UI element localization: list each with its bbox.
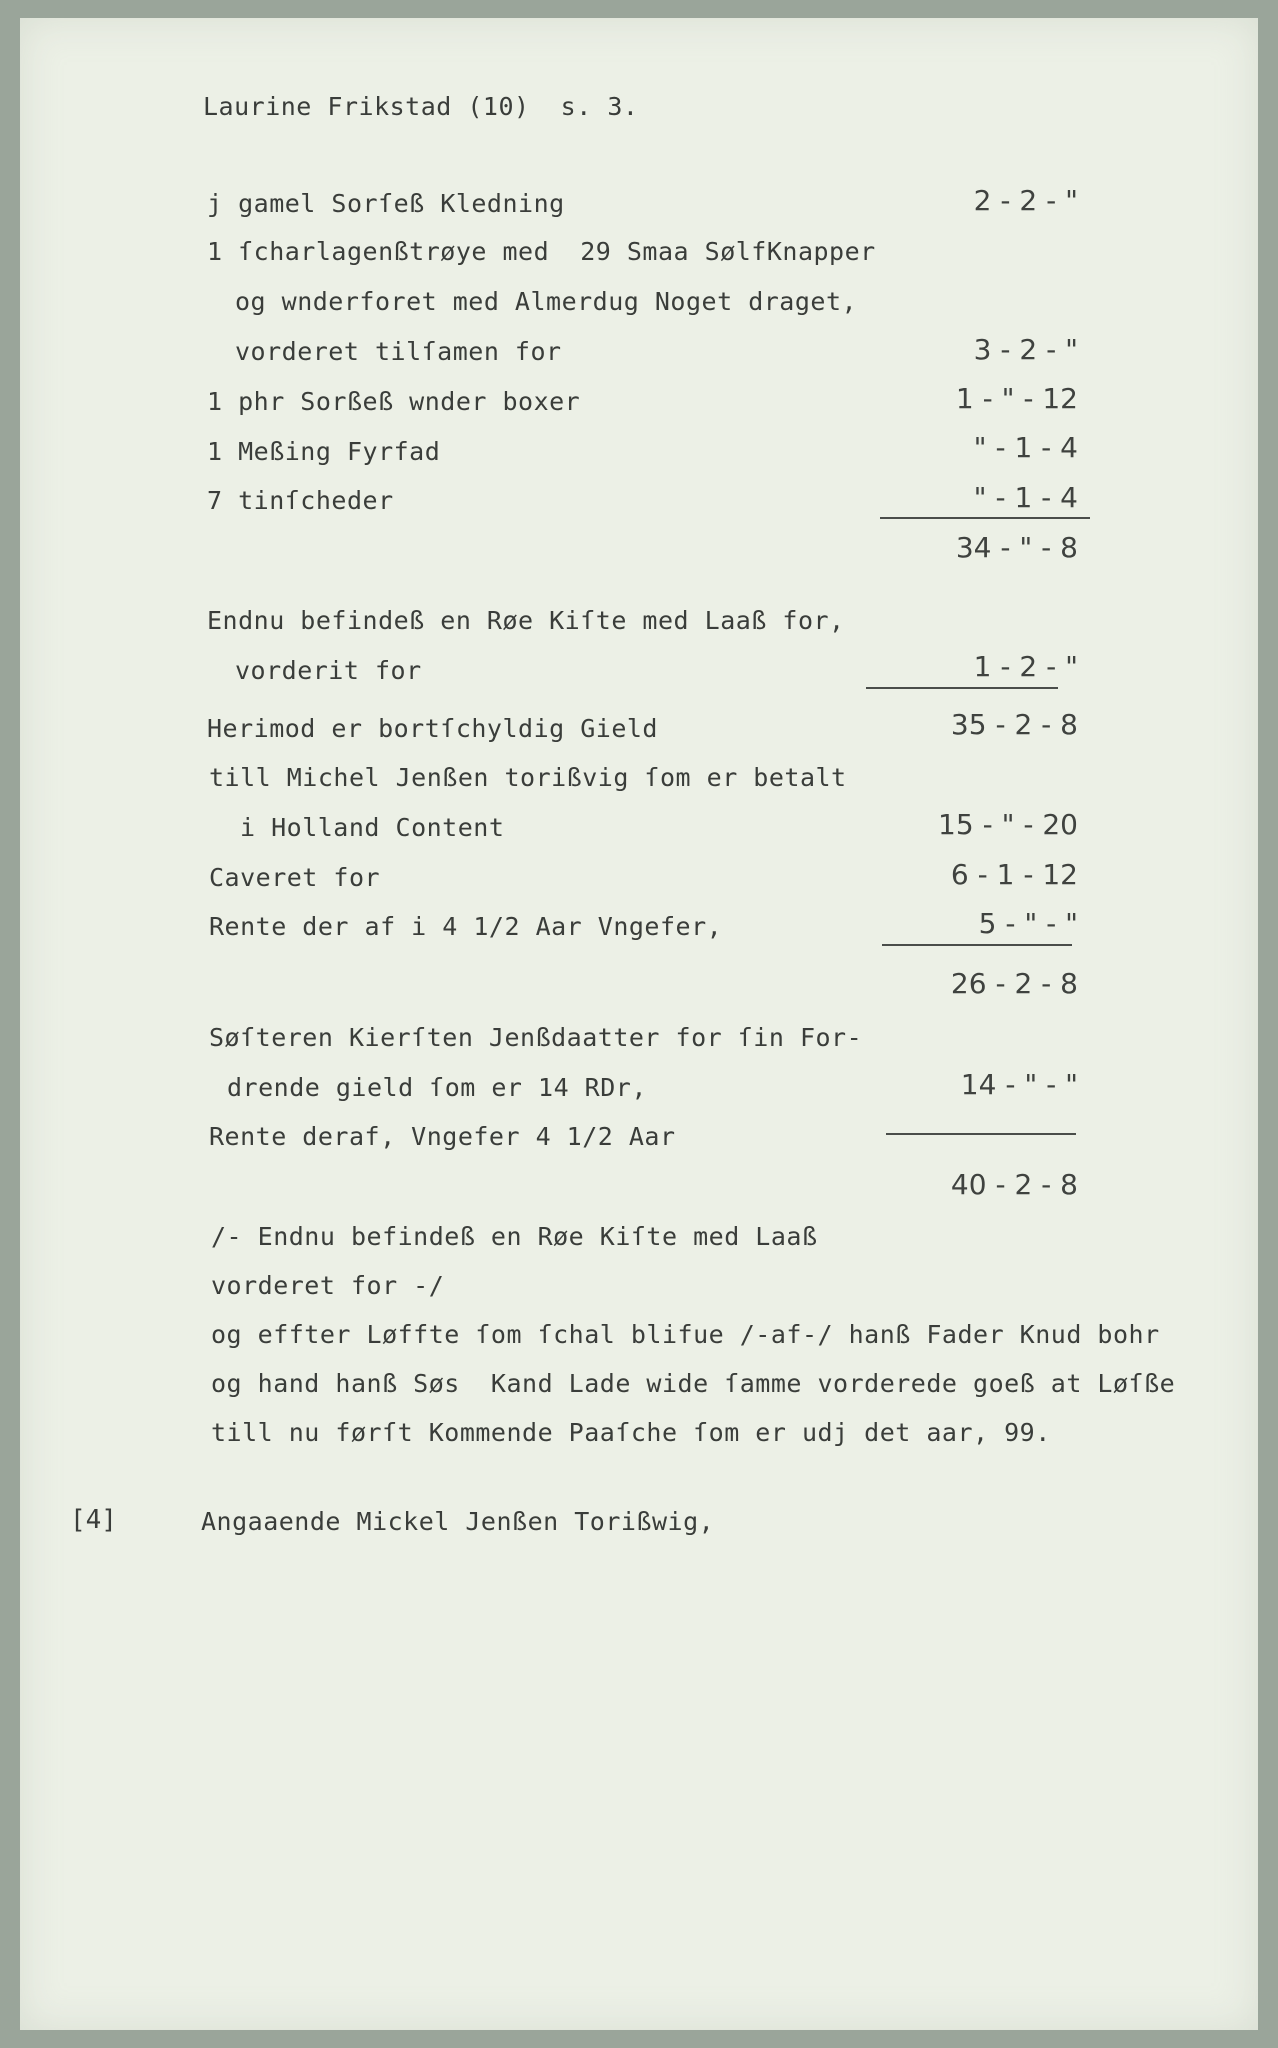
entry-amount: 35 - 2 - 8 bbox=[950, 708, 1078, 741]
sheet-number: [4] bbox=[70, 1505, 117, 1535]
next-heading: Angaaende Mickel Jenßen Torißwig, bbox=[201, 1507, 715, 1536]
entry-line: 1 ſcharlagenßtrøye med 29 Smaa SølfKnapper bbox=[207, 237, 876, 266]
note-line: /- Endnu befindeß en Røe Kiſte med Laaß bbox=[211, 1222, 818, 1251]
sum-rule bbox=[882, 944, 1072, 946]
note-line: og effter Løffte ſom ſchal blifue /-af-/ hanß Fader Knud bohr bbox=[211, 1320, 1160, 1349]
entry-amount: 1 - 2 - " bbox=[973, 650, 1078, 683]
entry-amount: 3 - 2 - " bbox=[973, 333, 1078, 366]
entry-line: 1 phr Sorßeß wnder boxer bbox=[207, 387, 581, 416]
entry-line: till Michel Jenßen torißvig ſom er betalt bbox=[209, 763, 847, 792]
entry-line: vorderet tilſamen for bbox=[235, 337, 562, 366]
entry-amount: 5 - " - " bbox=[978, 907, 1078, 940]
entry-line: Endnu befindeß en Røe Kiſte med Laaß for, bbox=[207, 606, 845, 635]
entry-line: j gamel Sorſeß Kledning bbox=[207, 189, 565, 218]
entry-line: i Holland Content bbox=[240, 813, 505, 842]
entry-amount: 2 - 2 - " bbox=[973, 184, 1078, 217]
entry-amount: " - 1 - 4 bbox=[973, 481, 1078, 514]
entry-line: vorderit for bbox=[235, 656, 422, 685]
sum-rule bbox=[886, 1133, 1076, 1135]
subtotal-amount: 26 - 2 - 8 bbox=[950, 967, 1078, 1000]
sum-rule bbox=[880, 517, 1090, 519]
entry-line: Herimod er bortſchyldig Gield bbox=[207, 714, 658, 743]
note-line: till nu førſt Kommende Paaſche ſom er udj det aar, 99. bbox=[211, 1418, 1051, 1447]
entry-line: Rente der af i 4 1/2 Aar Vngefer, bbox=[209, 912, 723, 941]
entry-line: 1 Meßing Fyrfad bbox=[207, 437, 441, 466]
entry-amount: 6 - 1 - 12 bbox=[950, 858, 1078, 891]
entry-amount: " - 1 - 4 bbox=[973, 431, 1078, 464]
page-header: Laurine Frikstad (10) s. 3. bbox=[203, 92, 639, 121]
entry-amount: 15 - " - 20 bbox=[938, 808, 1078, 841]
document-page bbox=[20, 18, 1258, 2030]
entry-amount: 1 - " - 12 bbox=[955, 382, 1078, 415]
note-line: og hand hanß Søs Kand Lade wide ſamme vorderede goeß at Løſße bbox=[211, 1369, 1176, 1398]
sum-rule bbox=[866, 687, 1058, 689]
entry-line: Søſteren Kierſten Jenßdaatter for ſin For- bbox=[209, 1023, 863, 1052]
entry-amount: 14 - " - " bbox=[960, 1068, 1078, 1101]
entry-line: Rente deraf, Vngefer 4 1/2 Aar bbox=[209, 1122, 676, 1151]
total-amount: 40 - 2 - 8 bbox=[950, 1168, 1078, 1201]
entry-line: drende gield ſom er 14 RDr, bbox=[227, 1073, 647, 1102]
note-line: vorderet for -/ bbox=[211, 1271, 445, 1300]
entry-line: Caveret for bbox=[209, 863, 381, 892]
entry-line: og wnderforet med Almerdug Noget draget, bbox=[235, 287, 858, 316]
entry-line: 7 tinſcheder bbox=[207, 486, 394, 515]
subtotal-amount: 34 - " - 8 bbox=[955, 531, 1078, 564]
